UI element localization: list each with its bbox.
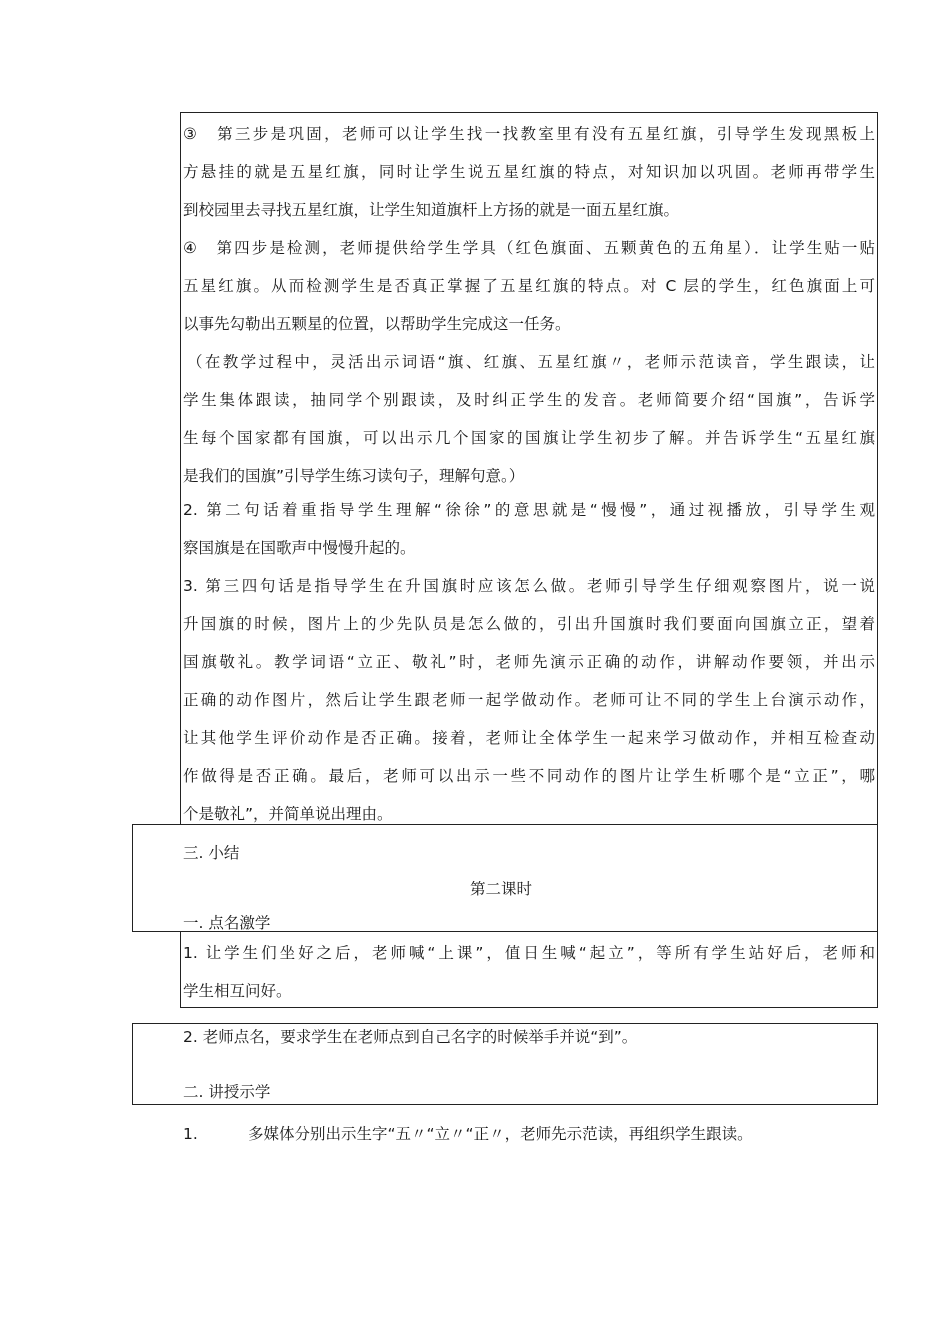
item3-line-2: 升国旗的时候，图片上的少先队员是怎么做的，引出升国旗时我们要面向国旗立正，望着	[183, 615, 875, 633]
section-heading-teaching: 二. 讲授示学	[183, 1083, 271, 1101]
item3-line-7: 个是敬礼”，并简单说出理由。	[183, 805, 393, 823]
tail-item-number: 1.	[183, 1125, 198, 1143]
roll-call-item: 2. 老师点名，要求学生在老师点到自己名字的时候举手并说“到”。	[183, 1028, 638, 1046]
item3-line-5: 让其他学生评价动作是否正确。接着，老师让全体学生一起来学习做动作，并相互检查动	[183, 729, 875, 747]
step4-line-1: ④ 第四步是检测，老师提供给学生学具（红色旗面、五颗黄色的五角星）．让学生贴一贴	[183, 239, 875, 257]
greeting-line-1: 1. 让学生们坐好之后，老师喊“上课”，值日生喊“起立”，等所有学生站好后，老师和	[183, 944, 875, 962]
item2-line-2: 察国旗是在国歌声中慢慢升起的。	[183, 539, 416, 557]
note-line-1: （在教学过程中，灵活出示词语“旗、红旗、五星红旗〃，老师示范读音，学生跟读，让	[187, 353, 875, 371]
item2-line-1: 2. 第二句话着重指导学生理解“徐徐”的意思就是“慢慢”，通过视播放，引导学生观	[183, 501, 875, 519]
step3-line-1: ③ 第三步是巩固，老师可以让学生找一找教室里有没有五星红旗，引导学生发现黑板上	[183, 125, 875, 143]
note-line-2: 学生集体跟读，抽同学个别跟读，及时纠正学生的发音。老师简要介绍“国旗”，告诉学	[183, 391, 875, 409]
item3-line-4: 正确的动作图片，然后让学生跟老师一起学做动作。老师可让不同的学生上台演示动作，	[183, 691, 875, 709]
section-heading-roll-call: 一. 点名激学	[183, 914, 271, 932]
item3-line-6: 作做得是否正确。最后，老师可以出示一些不同动作的图片让学生析哪个是“立正”，哪	[183, 767, 875, 785]
note-line-3: 生每个国家都有国旗，可以出示几个国家的国旗让学生初步了解。并告诉学生“五星红旗	[183, 429, 875, 447]
step4-line-3: 以事先勾勒出五颗星的位置，以帮助学生完成这一任务。	[183, 315, 571, 333]
summary-heading: 三. 小结	[183, 844, 240, 862]
lesson-title: 第二课时	[470, 880, 533, 898]
tail-item-text: 多媒体分别出示生字“五〃“立〃“正〃，老师先示范读，再组织学生跟读。	[248, 1125, 753, 1143]
item3-line-3: 国旗敬礼。教学词语“立正、敬礼”时，老师先演示正确的动作，讲解动作要领，并出示	[183, 653, 875, 671]
step3-line-2: 方悬挂的就是五星红旗，同时让学生说五星红旗的特点，对知识加以巩固。老师再带学生	[183, 163, 875, 181]
step4-line-2: 五星红旗。从而检测学生是否真正掌握了五星红旗的特点。对 C 层的学生，红色旗面上可	[183, 277, 875, 295]
greeting-line-2: 学生相互问好。	[183, 982, 292, 1000]
note-line-4: 是我们的国旗”引导学生练习读句子，理解句意。）	[183, 467, 525, 485]
item3-line-1: 3. 第三四句话是指导学生在升国旗时应该怎么做。老师引导学生仔细观察图片，说一说	[183, 577, 875, 595]
step3-line-3: 到校园里去寻找五星红旗，让学生知道旗杆上方扬的就是一面五星红旗。	[183, 201, 680, 219]
